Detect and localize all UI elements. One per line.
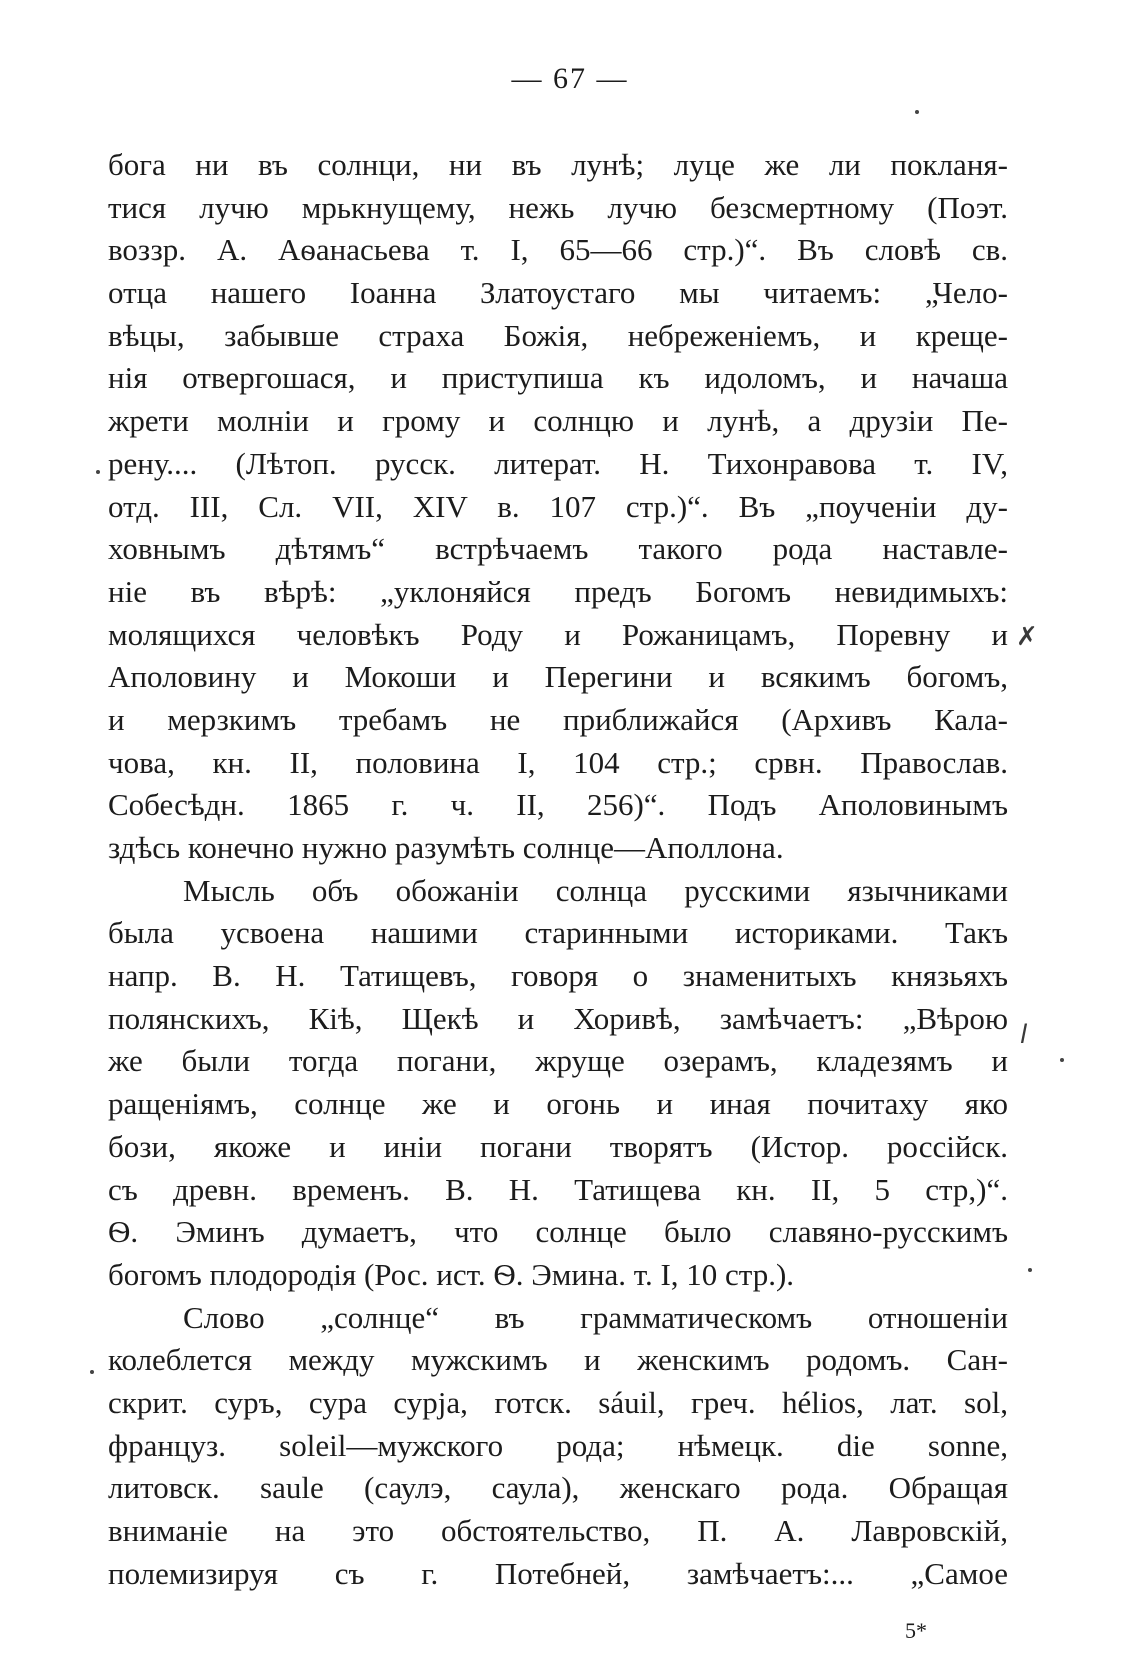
text-line: ніе въ вѣрѣ: „уклоняйся предъ Богомъ невидимыхъ: (108, 573, 1008, 609)
paragraph-2 (108, 870, 1008, 1297)
text-line: жрети молніи и грому и солнцю и лунѣ, а друзіи Пе- (108, 403, 1008, 439)
text-line: богомъ плодородія (Рос. ист. Ѳ. Эмина. т. I, 10 стр.). (108, 1256, 795, 1292)
stray-dot (90, 1370, 94, 1374)
text-line: Мысль объ обожаніи солнца русскими язычниками (183, 872, 1008, 908)
text-line: Ѳ. Эминъ думаетъ, что солнце было славяно-русскимъ (108, 1214, 1008, 1250)
text-line: ращеніямъ, солнце же и огонь и иная почитаху яко (108, 1086, 1008, 1122)
text-line: была усвоена нашими старинными историками. Такъ (108, 915, 1008, 951)
stray-dot (1028, 1268, 1032, 1272)
stray-dot (96, 470, 100, 474)
text-line: бога ни въ солнци, ни въ лунѣ; луце же ли покланя- (108, 147, 1008, 182)
text-line: молящихся человѣкъ Роду и Рожаницамъ, Поревну и (108, 616, 1008, 652)
paragraph-3 (108, 1297, 1008, 1596)
page-number: — 67 — (511, 62, 629, 95)
margin-cross-mark: ✗ (1016, 622, 1038, 652)
text-line: ховнымъ дѣтямъ“ встрѣчаемъ такого рода наставле- (108, 531, 1008, 567)
text-line: напр. В. Н. Татищевъ, говоря о знаменитыхъ князьяхъ (108, 958, 1008, 994)
stray-dot (915, 110, 919, 114)
text-line: чова, кн. II, половина I, 104 стр.; срвн. Православ. (108, 744, 1008, 780)
text-line: бози, якоже и иніи погани творятъ (Истор. россійск. (108, 1128, 1008, 1164)
text-line: воззр. А. Аѳанасьева т. I, 65—66 стр.)“. Въ словѣ св. (108, 232, 1008, 268)
text-line: вѣцы, забывше страха Божія, небреженіемъ, и креще- (108, 317, 1008, 353)
text-line: француз. soleil—мужского рода; нѣмецк. die sonne, (108, 1427, 1008, 1463)
text-line: Аполовину и Мокоши и Перегини и всякимъ богомъ, (108, 659, 1008, 695)
text-line: тися лучю мрькнущему, нежь лучю безсмертному (Поэт. (108, 189, 1008, 225)
text-line: вниманіе на это обстоятельство, П. А. Лавровскій, (108, 1513, 1008, 1548)
text-line: Слово „солнце“ въ грамматическомъ отношеніи (183, 1299, 1008, 1335)
paragraph-1 (108, 144, 1008, 870)
margin-small-mark: l (1020, 1020, 1028, 1050)
text-line: Собесѣдн. 1865 г. ч. II, 256)“. Подъ Аполовинымъ (108, 787, 1008, 823)
text-line: отца нашего Іоанна Златоустаго мы читаемъ: „Чело- (108, 275, 1008, 311)
text-line: литовск. saule (саулэ, саула), женскаго рода. Обращая (108, 1470, 1008, 1506)
text-line: полянскихъ, Кіѣ, Щекѣ и Хоривѣ, замѣчаетъ: „Вѣрою (108, 1000, 1008, 1036)
text-line: здѣсь конечно нужно разумѣть солнце—Аполлона. (108, 830, 784, 865)
text-line: колеблется между мужскимъ и женскимъ родомъ. Сан- (108, 1342, 1008, 1378)
stray-dot (1060, 1058, 1064, 1062)
signature-mark: 5* (905, 1618, 927, 1643)
text-line: съ древн. временъ. В. Н. Татищева кн. II, 5 стр,)“. (108, 1171, 1008, 1207)
body-text (108, 144, 1008, 1595)
text-line: нія отвергошася, и приступиша къ идоломъ, и начаша (108, 360, 1008, 396)
text-line: скрит. суръ, сура сурjа, готск. sáuil, греч. hélios, лат. sol, (108, 1384, 1008, 1420)
text-line: отд. III, Сл. VII, XIV в. 107 стр.)“. Въ „поученіи ду- (108, 488, 1008, 524)
text-line: же были тогда погани, жруще озерамъ, кладезямъ и (108, 1043, 1008, 1079)
text-line: рену.... (Лѣтоп. русск. литерат. Н. Тихонравова т. IV, (108, 445, 1008, 481)
text-line: и мерзкимъ требамъ не приближайся (Архивъ Кала- (108, 701, 1008, 737)
text-line: полемизируя съ г. Потебней, замѣчаетъ:... „Самое (108, 1555, 1008, 1591)
